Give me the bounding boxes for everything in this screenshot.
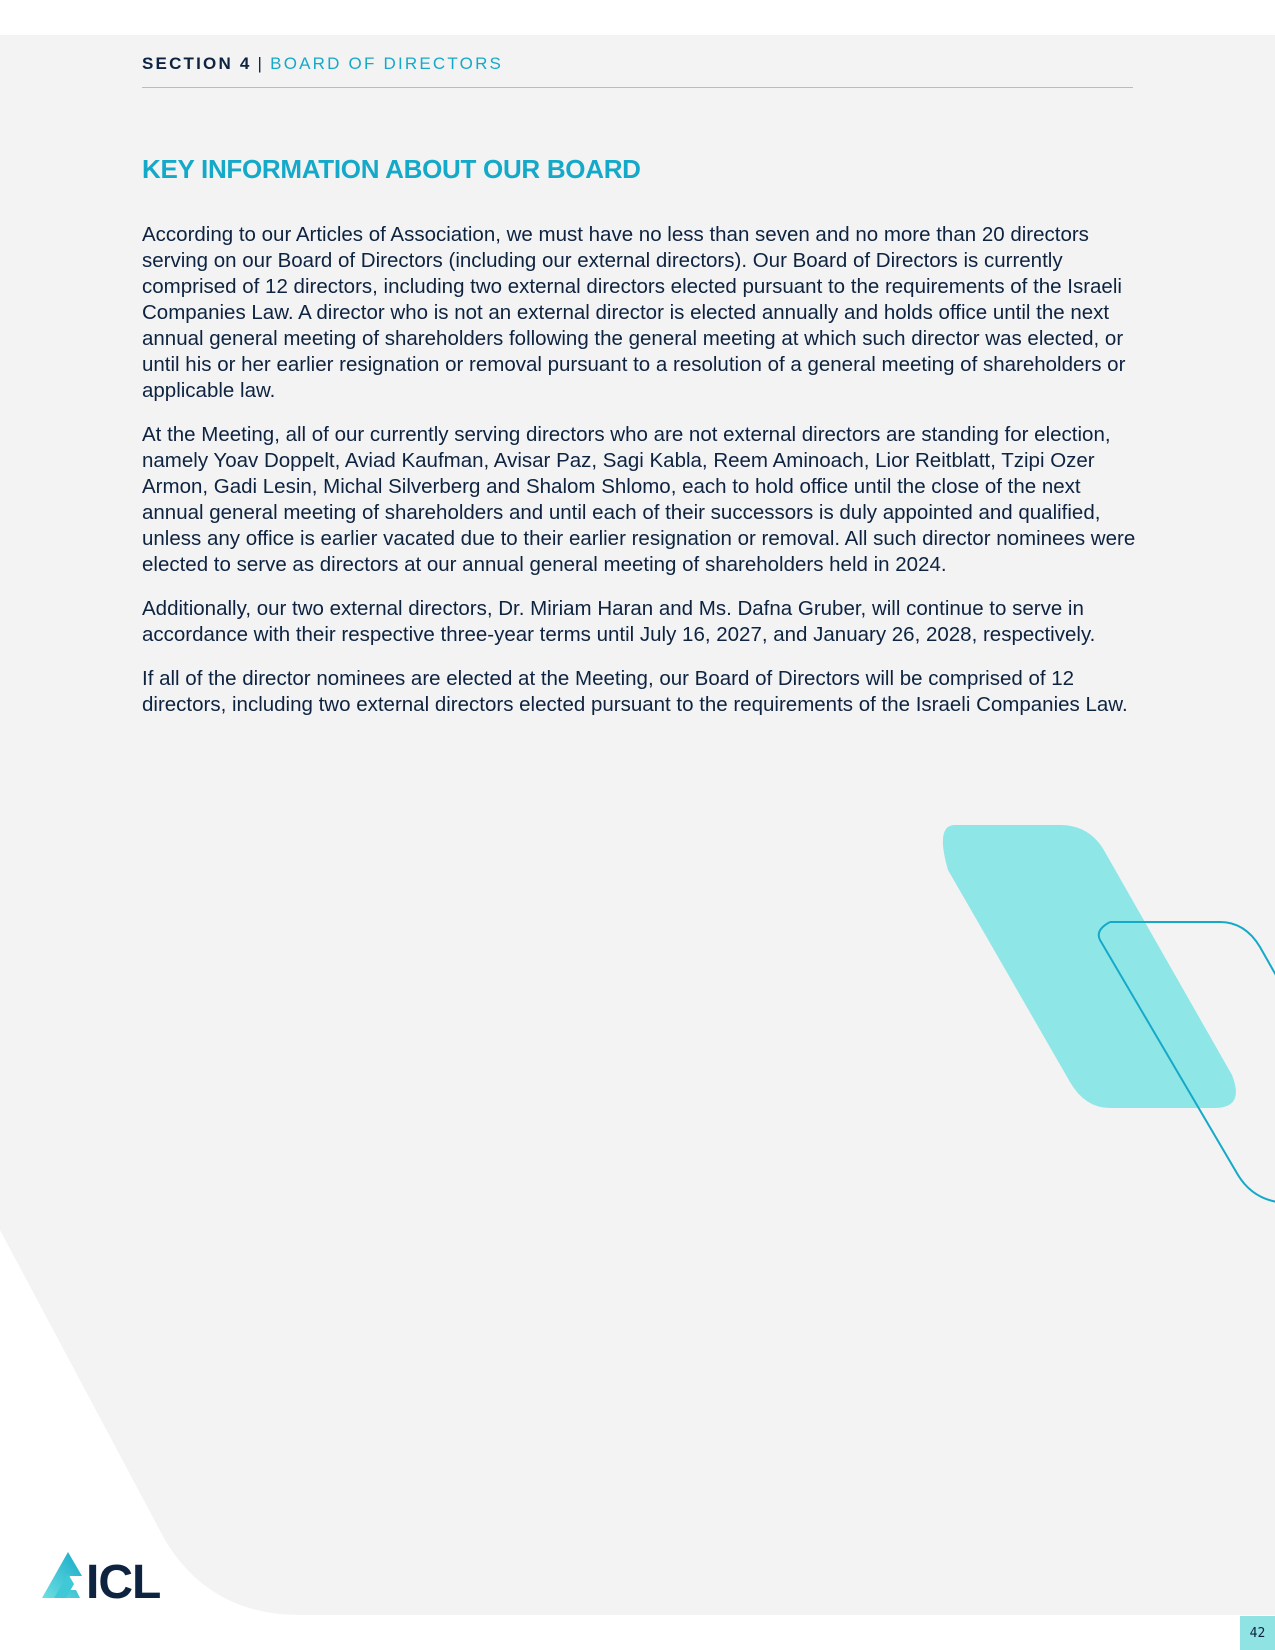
- paragraph: Additionally, our two external directors, Dr. Miriam Haran and Ms. Dafna Gruber, will continue to serve in accordance with their respective three-year terms until July 16, 2027, and January 26, 2028, respectively.: [142, 597, 1096, 646]
- section-header: [142, 52, 1133, 76]
- icl-logo: [40, 1548, 170, 1602]
- body-text: [142, 222, 1137, 736]
- section-number: SECTION 4: [142, 54, 252, 73]
- logo-text: ICL: [86, 1556, 161, 1602]
- header-divider: [142, 87, 1133, 88]
- paragraph: According to our Articles of Association, we must have no less than seven and no more than 20 directors serving on our Board of Directors (including our external directors). Our Board of Directors is currently comprised of 12 directors, including two external directors elected pursuant to the requirements of the Israeli Companies Law. A director who is not an external director is elected annually and holds office until the next annual general meeting of shareholders following the general meeting at which such director was elected, or until his or her earlier resignation or removal pursuant to a resolution of a general meeting of shareholders or applicable law.: [142, 223, 1126, 402]
- header-separator: |: [257, 54, 265, 73]
- section-title: BOARD OF DIRECTORS: [270, 54, 504, 73]
- paragraph: If all of the director nominees are elected at the Meeting, our Board of Directors will be comprised of 12 directors, including two external directors elected pursuant to the requirements of the Israeli Companies Law.: [142, 667, 1128, 716]
- page-heading: KEY INFORMATION ABOUT OUR BOARD: [142, 154, 641, 184]
- page-number: 42: [1240, 1616, 1275, 1650]
- paragraph: At the Meeting, all of our currently serving directors who are not external directors are standing for election, namely Yoav Doppelt, Aviad Kaufman, Avisar Paz, Sagi Kabla, Reem Aminoach, Lior Reitblatt, Tzipi Ozer Armon, Gadi Lesin, Michal Silverberg and Shalom Shlomo, each to hold office until the close of the next annual general meeting of shareholders and until each of their successors is duly appointed and qualified, unless any office is earlier vacated due to their earlier resignation or removal. All such director nominees were elected to serve as directors at our annual general meeting of shareholders held in 2024.: [142, 423, 1136, 576]
